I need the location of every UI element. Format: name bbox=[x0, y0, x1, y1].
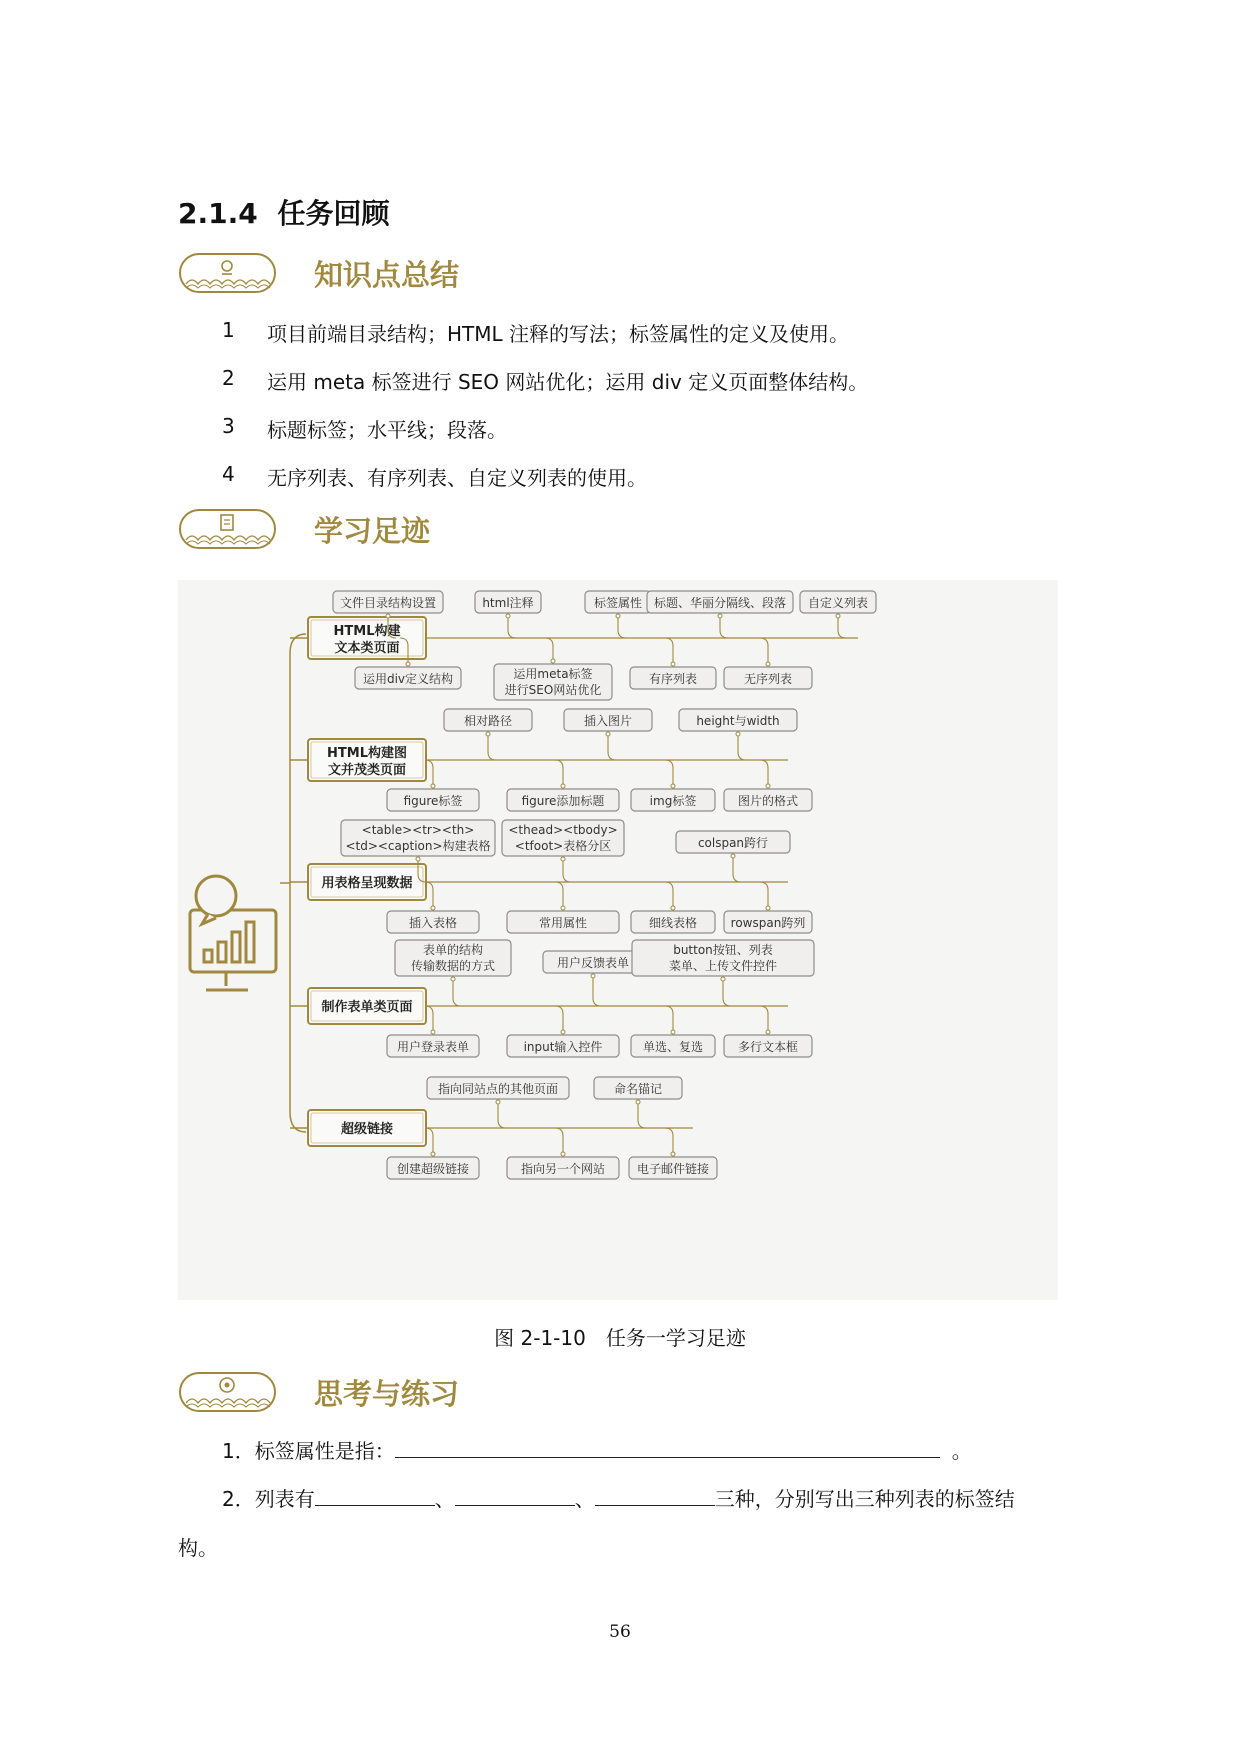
mindmap-node-text: 用户登录表单 bbox=[396, 1040, 470, 1054]
mindmap-branch-label: 超级链接 bbox=[340, 1122, 394, 1137]
mindmap-connector-dot bbox=[671, 906, 675, 910]
mindmap-leaf-node bbox=[724, 911, 812, 933]
page-number: 56 bbox=[609, 1622, 631, 1642]
mindmap-connector-dot bbox=[431, 906, 435, 910]
mindmap-node-text: 插入表格 bbox=[408, 916, 458, 930]
mindmap-leaf-node bbox=[647, 591, 793, 613]
mindmap-spine bbox=[290, 634, 306, 1132]
mindmap-branch-label: 文并茂类页面 bbox=[327, 763, 407, 778]
mindmap-connector-dot bbox=[671, 784, 675, 788]
mindmap-leaf-node bbox=[507, 789, 619, 811]
practice-banner-badge-icon bbox=[178, 1371, 277, 1413]
mindmap-connector-dot bbox=[736, 732, 740, 736]
mindmap-leaf-node bbox=[594, 1077, 682, 1099]
mindmap-connector-dot bbox=[766, 662, 770, 666]
footprint-banner-title: 学习足迹 bbox=[314, 514, 431, 548]
mindmap-leaf-node bbox=[679, 709, 797, 731]
knowledge-point: 2 运用 meta 标签进行 SEO 网站优化；运用 div 定义页面整体结构。 bbox=[222, 366, 869, 394]
mindmap-connector-dot bbox=[671, 662, 675, 666]
section-number: 2.1.4 bbox=[178, 197, 258, 230]
mindmap-node-text: input输入控件 bbox=[523, 1040, 603, 1054]
mindmap-node-text: 菜单、上传文件控件 bbox=[668, 959, 778, 973]
mindmap-connector-dot bbox=[561, 906, 565, 910]
mindmap-connector-dot bbox=[766, 784, 770, 788]
mindmap-branch-label: HTML构建 bbox=[333, 624, 401, 639]
mindmap-node-text: 运用div定义结构 bbox=[362, 672, 454, 686]
mindmap-leaf-node bbox=[564, 709, 652, 731]
mindmap-connector-dot bbox=[431, 1152, 435, 1156]
mindmap-leaf-node bbox=[494, 664, 612, 700]
answer-blank[interactable] bbox=[315, 1487, 435, 1506]
mindmap-node-text: 标题、华丽分隔线、段落 bbox=[653, 596, 787, 610]
mindmap-connector-dot bbox=[431, 784, 435, 788]
mindmap-leaf-node bbox=[427, 1077, 569, 1099]
mindmap-leaf-node bbox=[444, 709, 532, 731]
mindmap-leaf-node bbox=[341, 820, 495, 856]
mindmap-connector-dot bbox=[451, 977, 455, 981]
mindmap-node-text: 文件目录结构设置 bbox=[339, 596, 437, 610]
mindmap-connector-dot bbox=[721, 977, 725, 981]
mindmap-connector-dot bbox=[561, 784, 565, 788]
monitor-chart-icon bbox=[190, 876, 276, 990]
mindmap-leaf-node bbox=[387, 1157, 479, 1179]
mindmap-leaf-node bbox=[724, 667, 812, 689]
mindmap-node-text: <tfoot>表格分区 bbox=[514, 839, 612, 853]
mindmap-branch-label: 制作表单类页面 bbox=[321, 1000, 413, 1015]
mindmap-connector-dot bbox=[766, 1030, 770, 1034]
knowledge-banner-title: 知识点总结 bbox=[314, 258, 460, 292]
mindmap-node-text: 创建超级链接 bbox=[396, 1162, 470, 1176]
mindmap-connector-dot bbox=[551, 659, 555, 663]
mindmap-node-text: 相对路径 bbox=[463, 714, 513, 728]
mindmap-leaf-node bbox=[800, 591, 876, 613]
mindmap-leaf-node bbox=[724, 789, 812, 811]
mindmap-node-text: height与width bbox=[696, 714, 780, 728]
footprint-banner-badge-icon bbox=[178, 508, 277, 550]
mindmap-leaf-node bbox=[387, 1035, 479, 1057]
mindmap-connector-dot bbox=[671, 1030, 675, 1034]
mindmap-leaf-node bbox=[631, 911, 715, 933]
mindmap-leaf-node bbox=[475, 591, 541, 613]
mindmap-branch-node bbox=[308, 864, 426, 900]
mindmap-node-text: img标签 bbox=[649, 794, 697, 808]
mindmap-node-text: <table><tr><th> bbox=[361, 823, 475, 837]
mindmap-connector-dot bbox=[486, 732, 490, 736]
mindmap-leaf-node bbox=[629, 1157, 717, 1179]
exercise-2: 2．列表有 、 、 三种，分别写出三种列表的标签结 bbox=[222, 1487, 1015, 1511]
mindmap-node-text: figure添加标题 bbox=[521, 794, 605, 808]
section-heading bbox=[178, 192, 390, 232]
mindmap-node-text: button按钮、列表 bbox=[673, 943, 773, 957]
mindmap-connector-dot bbox=[671, 1152, 675, 1156]
mindmap-connector-dot bbox=[616, 614, 620, 618]
section-title: 任务回顾 bbox=[277, 197, 390, 230]
mindmap-leaf-node bbox=[333, 591, 443, 613]
mindmap-node-text: 运用meta标签 bbox=[513, 667, 593, 681]
mindmap-node-text: 表单的结构 bbox=[422, 943, 484, 957]
mindmap-node-text: 命名锚记 bbox=[613, 1082, 663, 1096]
mindmap-node-text: rowspan跨列 bbox=[730, 916, 806, 930]
mindmap-node-text: 指向另一个网站 bbox=[520, 1162, 606, 1176]
mindmap-node-text: 电子邮件链接 bbox=[636, 1162, 710, 1176]
mindmap-connector-dot bbox=[431, 1030, 435, 1034]
mindmap-node-text: 指向同站点的其他页面 bbox=[437, 1082, 559, 1096]
mindmap-node-text: 自定义列表 bbox=[807, 596, 869, 610]
exercise-1: 1．标签属性是指： 。 bbox=[222, 1439, 972, 1463]
knowledge-point: 1 项目前端目录结构；HTML 注释的写法；标签属性的定义及使用。 bbox=[222, 318, 850, 346]
mindmap-leaf-node bbox=[507, 1035, 619, 1057]
mindmap-leaf-node bbox=[502, 820, 624, 856]
mindmap-node-text: figure标签 bbox=[403, 794, 463, 808]
mindmap-leaf-node bbox=[676, 831, 790, 853]
mindmap-node-text: 有序列表 bbox=[648, 672, 698, 686]
mindmap-connector-dot bbox=[416, 857, 420, 861]
mindmap-leaf-node bbox=[632, 940, 814, 976]
figure-caption: 图 2-1-10 任务一学习足迹 bbox=[494, 1326, 746, 1350]
mindmap-connector-dot bbox=[836, 614, 840, 618]
mindmap-connector-dot bbox=[731, 854, 735, 858]
mindmap-branch-node bbox=[308, 739, 426, 781]
mindmap-node-text: 细线表格 bbox=[648, 916, 698, 930]
answer-blank[interactable] bbox=[395, 1439, 940, 1458]
mindmap-connector-dot bbox=[496, 1100, 500, 1104]
mindmap-branch-label: 文本类页面 bbox=[334, 641, 400, 656]
mindmap-connector-dot bbox=[606, 732, 610, 736]
mindmap-node-text: <td><caption>构建表格 bbox=[345, 839, 491, 853]
mindmap-branch-node bbox=[308, 1110, 426, 1146]
mindmap-leaf-node bbox=[631, 1035, 715, 1057]
practice-banner-title: 思考与练习 bbox=[314, 1377, 460, 1411]
mindmap-leaf-node bbox=[585, 591, 651, 613]
mindmap-connector-dot bbox=[561, 1030, 565, 1034]
mindmap-connector-dot bbox=[561, 1152, 565, 1156]
knowledge-point: 4 无序列表、有序列表、自定义列表的使用。 bbox=[222, 462, 647, 490]
mindmap-node-text: 传输数据的方式 bbox=[410, 959, 496, 973]
mindmap-node-text: 标签属性 bbox=[593, 596, 643, 610]
mindmap-branch-node bbox=[308, 988, 426, 1024]
mindmap-node-text: <thead><tbody> bbox=[508, 823, 618, 837]
mindmap-branch-label: HTML构建图 bbox=[327, 746, 407, 761]
knowledge-banner-badge-icon bbox=[178, 252, 277, 294]
mindmap-node-text: 单选、复选 bbox=[642, 1040, 704, 1054]
mindmap-connector-dot bbox=[506, 614, 510, 618]
mindmap-node-text: 常用属性 bbox=[538, 916, 588, 930]
exercise-2-continuation: 构。 bbox=[178, 1536, 218, 1560]
mindmap-connector-dot bbox=[766, 906, 770, 910]
mindmap-leaf-node bbox=[631, 789, 715, 811]
mindmap-leaf-node bbox=[507, 911, 619, 933]
mindmap-node-text: html注释 bbox=[482, 596, 534, 610]
learning-footprint-mindmap bbox=[178, 580, 1058, 1300]
mindmap-node-text: 图片的格式 bbox=[737, 794, 799, 808]
mindmap-node-text: 用户反馈表单 bbox=[556, 956, 630, 970]
mindmap-leaf-node bbox=[724, 1035, 812, 1057]
mindmap-leaf-node bbox=[387, 789, 479, 811]
mindmap-connector-dot bbox=[636, 1100, 640, 1104]
mindmap-leaf-node bbox=[387, 911, 479, 933]
mindmap-node-text: 进行SEO网站优化 bbox=[504, 683, 602, 697]
mindmap-connector-dot bbox=[591, 974, 595, 978]
mindmap-leaf-node bbox=[630, 667, 716, 689]
mindmap-leaf-node bbox=[543, 951, 643, 973]
knowledge-point: 3 标题标签；水平线；段落。 bbox=[222, 414, 507, 442]
mindmap-connector-dot bbox=[386, 614, 390, 618]
mindmap-connector-dot bbox=[718, 614, 722, 618]
mindmap-connector-dot bbox=[561, 857, 565, 861]
answer-blank[interactable] bbox=[455, 1487, 575, 1506]
answer-blank[interactable] bbox=[595, 1487, 715, 1506]
mindmap-leaf-node bbox=[395, 940, 511, 976]
mindmap-node-text: 插入图片 bbox=[583, 714, 633, 728]
mindmap-node-text: 多行文本框 bbox=[737, 1040, 799, 1054]
mindmap-node-text: 无序列表 bbox=[743, 672, 793, 686]
mindmap-leaf-node bbox=[355, 667, 461, 689]
mindmap-connector-dot bbox=[406, 662, 410, 666]
mindmap-branch-label: 用表格呈现数据 bbox=[321, 876, 413, 891]
mindmap-node-text: colspan跨行 bbox=[697, 836, 769, 850]
mindmap-leaf-node bbox=[507, 1157, 619, 1179]
